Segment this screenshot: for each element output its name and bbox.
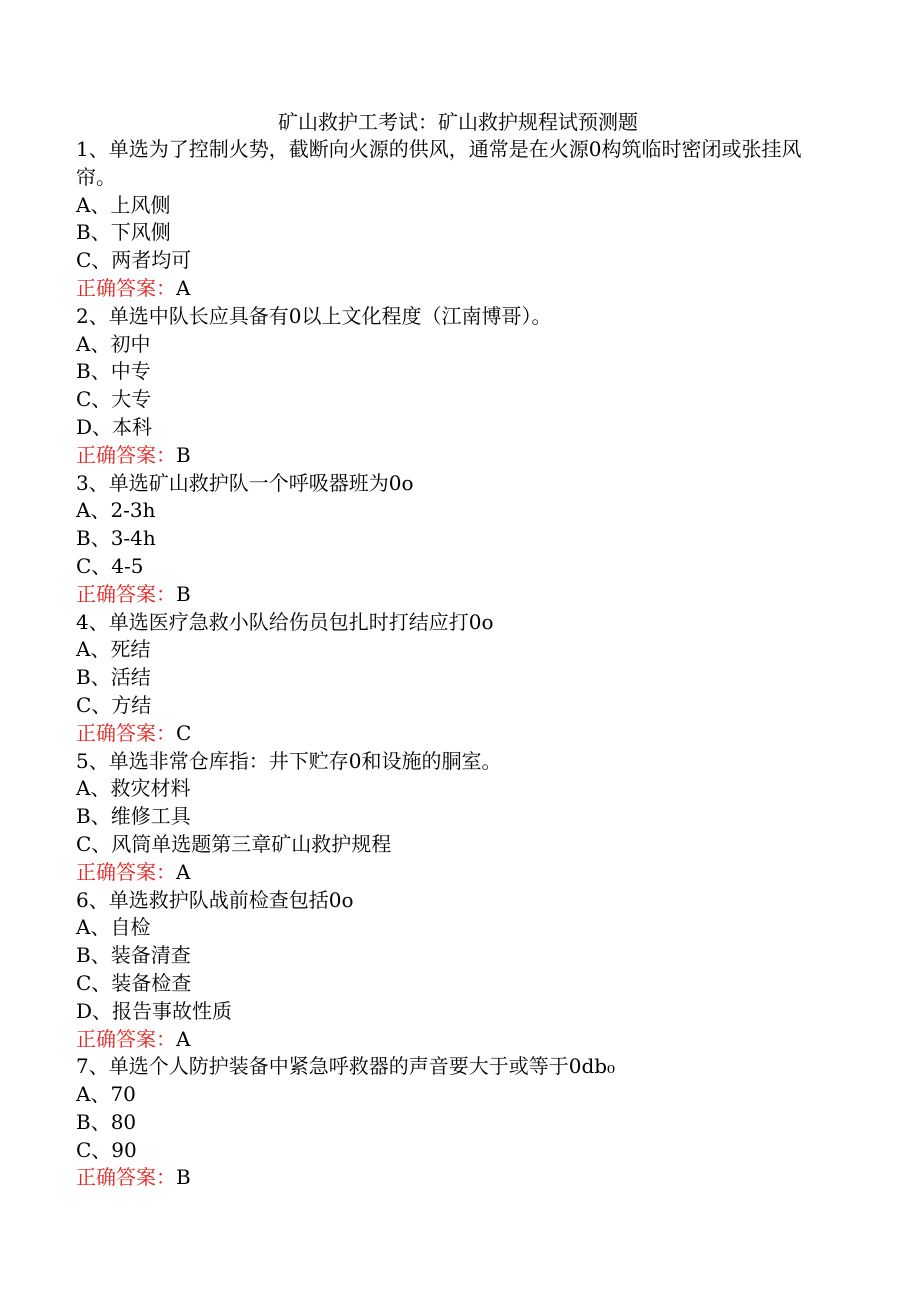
answer-option: B、80 [76, 1109, 137, 1134]
question-item [76, 136, 840, 303]
correct-answer-label: 正确答案： [76, 1165, 176, 1190]
correct-answer-label: 正确答案： [76, 442, 176, 467]
document-title: 矿山救护工考试：矿山救护规程试预测题 [278, 110, 638, 134]
answer-option: C、4-5 [76, 553, 144, 578]
correct-answer-value: B [176, 442, 191, 467]
answer-option: A、70 [76, 1082, 136, 1107]
answer-option: A、死结 [76, 637, 151, 662]
correct-answer-value: B [176, 1165, 191, 1190]
correct-answer-value: B [176, 581, 191, 606]
answer-option: B、下风侧 [76, 220, 171, 245]
correct-answer-label: 正确答案： [76, 581, 176, 606]
question-item [76, 609, 840, 748]
answer-option: C、风筒单选题第三章矿山救护规程 [76, 831, 392, 856]
answer-option: B、3-4h [76, 526, 156, 551]
answer-option: B、维修工具 [76, 804, 191, 829]
correct-answer-value: C [176, 720, 192, 745]
correct-answer [76, 442, 840, 470]
correct-answer [76, 275, 840, 303]
correct-answer-label: 正确答案： [76, 275, 176, 300]
question-item [76, 748, 840, 887]
question-text: 3、单选矿山救护队一个呼吸器班为0o [76, 470, 414, 495]
correct-answer-value: A [176, 1026, 191, 1051]
question-text: 4、单选医疗急救小队给伤员包扎时打结应打0o [76, 609, 494, 634]
answer-option: C、90 [76, 1137, 137, 1162]
question-text: 1、单选为了控制火势，截断向火源的供风，通常是在火源0构筑临时密闭或张挂风帘。 [76, 137, 802, 189]
correct-answer [76, 859, 840, 887]
question-item [76, 470, 840, 609]
question-item [76, 303, 840, 470]
question-list [76, 136, 840, 1192]
question-text: 7、单选个人防护装备中紧急呼救器的声音要大于或等于0db₀ [76, 1054, 616, 1079]
correct-answer-label: 正确答案： [76, 859, 176, 884]
question-item [76, 887, 840, 1054]
correct-answer [76, 581, 840, 609]
answer-option: C、装备检查 [76, 970, 192, 995]
answer-option: D、本科 [76, 414, 153, 439]
answer-option: A、初中 [76, 331, 151, 356]
correct-answer-label: 正确答案： [76, 720, 176, 745]
answer-option: B、活结 [76, 665, 151, 690]
answer-option: C、大专 [76, 387, 152, 412]
correct-answer-value: A [176, 275, 191, 300]
question-text: 5、单选非常仓库指：井下贮存0和设施的胴室。 [76, 748, 502, 773]
answer-option: A、自检 [76, 915, 151, 940]
correct-answer-label: 正确答案： [76, 1026, 176, 1051]
correct-answer [76, 720, 840, 748]
answer-option: B、中专 [76, 359, 151, 384]
question-text: 6、单选救护队战前检查包括0o [76, 887, 354, 912]
answer-option: C、两者均可 [76, 248, 192, 273]
correct-answer-value: A [176, 859, 191, 884]
answer-option: A、2-3h [76, 498, 156, 523]
answer-option: C、方结 [76, 692, 152, 717]
question-item [76, 1053, 840, 1192]
correct-answer [76, 1026, 840, 1054]
answer-option: A、救灾材料 [76, 776, 191, 801]
answer-option: A、上风侧 [76, 192, 171, 217]
correct-answer [76, 1164, 840, 1192]
answer-option: B、装备清查 [76, 943, 191, 968]
question-text: 2、单选中队长应具备有0以上文化程度（江南博哥）。 [76, 303, 552, 328]
answer-option: D、报告事故性质 [76, 998, 233, 1023]
